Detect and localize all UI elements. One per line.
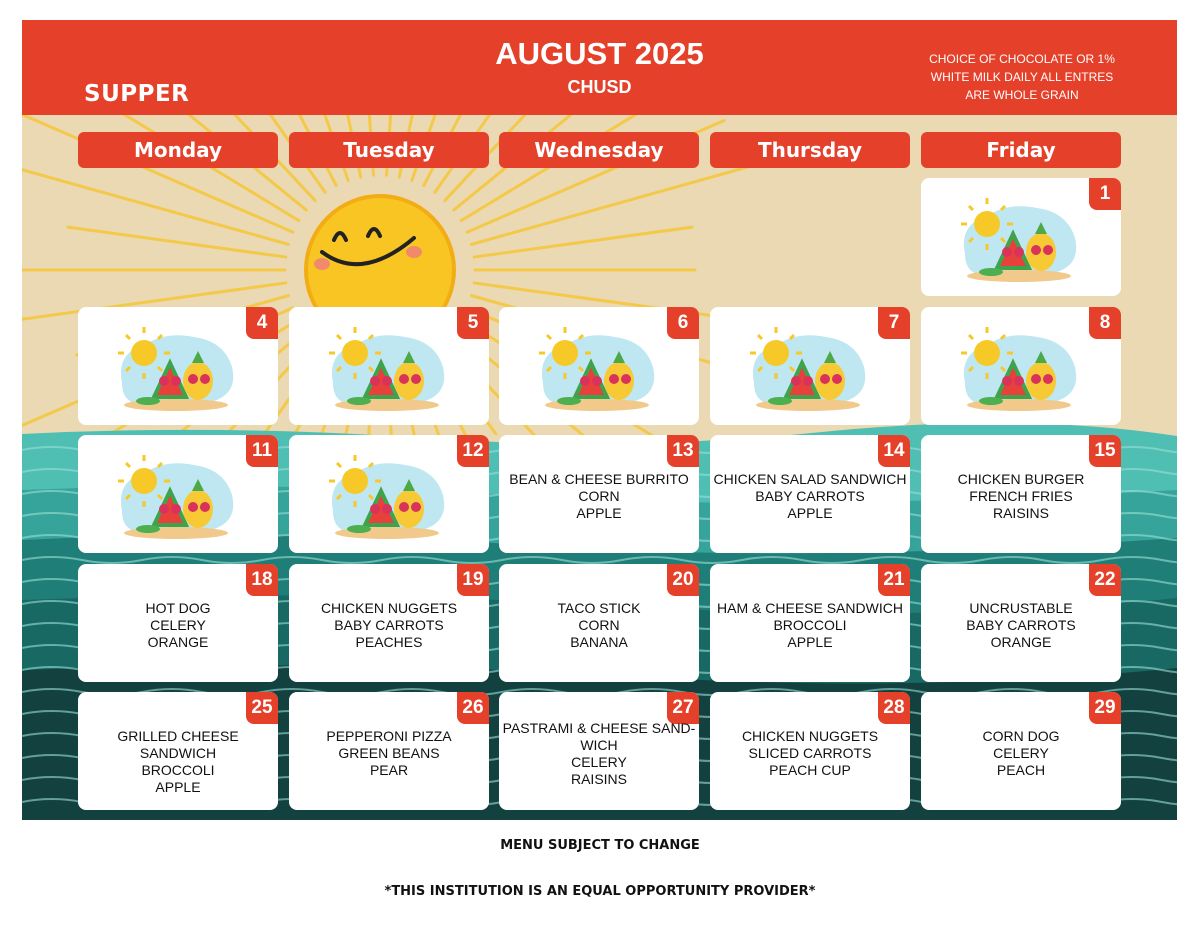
calendar-cell-26 (289, 692, 489, 810)
menu-item: CHICKEN SALAD SANDWICH (713, 471, 907, 487)
date-number: 19 (457, 564, 489, 596)
menu-item: CHICKEN NUGGETS (320, 600, 458, 616)
menu-items (499, 471, 699, 522)
menu-item: PEACH (996, 762, 1046, 778)
date-number: 13 (667, 435, 699, 467)
menu-item: CELERY (993, 745, 1049, 761)
summer-fruit-icon (957, 194, 1081, 284)
menu-item: PEACHES (355, 634, 423, 650)
menu-item: APPLE (787, 505, 833, 521)
date-number: 15 (1089, 435, 1121, 467)
menu-item: CELERY (571, 754, 627, 770)
menu-item: CORN (578, 488, 620, 504)
menu-item: GREEN BEANS (338, 745, 440, 761)
menu-item: BROCCOLI (773, 617, 847, 633)
calendar-cell-1 (921, 178, 1121, 296)
milk-note: CHOICE OF CHOCOLATE OR 1% WHITE MILK DAILY ALL ENTRES ARE WHOLE GRAIN (929, 52, 1115, 102)
menu-item: BABY CARROTS (966, 617, 1076, 633)
menu-item: BANANA (570, 634, 628, 650)
menu-items (78, 728, 278, 796)
menu-item: APPLE (155, 779, 201, 795)
menu-items (710, 728, 910, 779)
menu-items (921, 600, 1121, 651)
menu-item: PASTRAMI & CHEESE SAND- (502, 720, 696, 736)
menu-item: CELERY (150, 617, 206, 633)
calendar-cell-empty (289, 178, 489, 296)
day-header-monday: Monday (78, 132, 278, 168)
menu-item: SLICED CARROTS (748, 745, 872, 761)
menu-item: BABY CARROTS (334, 617, 444, 633)
calendar-cell-28 (710, 692, 910, 810)
summer-fruit-icon (114, 323, 238, 413)
calendar-cell-21 (710, 564, 910, 682)
day-header-tuesday: Tuesday (289, 132, 489, 168)
header-banner (22, 20, 1177, 115)
menu-item: ORANGE (990, 634, 1052, 650)
day-header-friday: Friday (921, 132, 1121, 168)
menu-item: BABY CARROTS (755, 488, 865, 504)
menu-poster (22, 20, 1177, 820)
summer-fruit-icon (325, 451, 449, 541)
date-number: 22 (1089, 564, 1121, 596)
menu-item: ORANGE (147, 634, 209, 650)
menu-item: WICH (580, 737, 618, 753)
date-number: 4 (246, 307, 278, 339)
date-number: 18 (246, 564, 278, 596)
date-number: 14 (878, 435, 910, 467)
date-number: 29 (1089, 692, 1121, 724)
menu-item: HOT DOG (145, 600, 211, 616)
district-name: CHUSD (567, 77, 632, 97)
summer-fruit-icon (114, 451, 238, 541)
calendar-cell-11 (78, 435, 278, 553)
day-header-wednesday: Wednesday (499, 132, 699, 168)
calendar-cell-4 (78, 307, 278, 425)
summer-fruit-icon (957, 323, 1081, 413)
menu-item: CORN (578, 617, 620, 633)
calendar-cell-5 (289, 307, 489, 425)
menu-items (710, 471, 910, 522)
menu-items (289, 728, 489, 779)
date-number: 20 (667, 564, 699, 596)
calendar-cell-29 (921, 692, 1121, 810)
summer-fruit-icon (535, 323, 659, 413)
menu-item: PEPPERONI PIZZA (326, 728, 452, 744)
menu-items (499, 720, 699, 788)
calendar-cell-15 (921, 435, 1121, 553)
summer-fruit-icon (746, 323, 870, 413)
calendar-cell-22 (921, 564, 1121, 682)
calendar-cell-20 (499, 564, 699, 682)
date-number: 26 (457, 692, 489, 724)
menu-item: FRENCH FRIES (969, 488, 1073, 504)
equal-opportunity-note: *THIS INSTITUTION IS AN EQUAL OPPORTUNITY PROVIDER* (384, 884, 816, 899)
menu-item: APPLE (787, 634, 833, 650)
date-number: 12 (457, 435, 489, 467)
menu-item: RAISINS (570, 771, 627, 787)
date-number: 5 (457, 307, 489, 339)
menu-change-note: MENU SUBJECT TO CHANGE (500, 838, 700, 853)
date-number: 25 (246, 692, 278, 724)
calendar-cell-14 (710, 435, 910, 553)
calendar-cell-7 (710, 307, 910, 425)
calendar-cell-8 (921, 307, 1121, 425)
calendar-cell-19 (289, 564, 489, 682)
calendar-cell-empty (78, 178, 278, 296)
date-number: 8 (1089, 307, 1121, 339)
menu-item: UNCRUSTABLE (969, 600, 1073, 616)
calendar-cell-27 (499, 692, 699, 810)
menu-items (289, 600, 489, 651)
menu-items (499, 600, 699, 651)
menu-item: GRILLED CHEESE SANDWICH (117, 728, 239, 761)
calendar-cell-25 (78, 692, 278, 810)
menu-item: APPLE (576, 505, 622, 521)
date-number: 7 (878, 307, 910, 339)
calendar-cell-13 (499, 435, 699, 553)
menu-item: HAM & CHEESE SANDWICH (717, 600, 903, 616)
meal-label: SUPPER (84, 81, 190, 107)
menu-items (78, 600, 278, 651)
calendar-cell-empty (710, 178, 910, 296)
menu-item: BEAN & CHEESE BURRITO (509, 471, 689, 487)
page-title: AUGUST 2025 (495, 36, 704, 71)
date-number: 1 (1089, 178, 1121, 210)
date-number: 11 (246, 435, 278, 467)
menu-item: CHICKEN NUGGETS (741, 728, 879, 744)
calendar-cell-12 (289, 435, 489, 553)
menu-items (710, 600, 910, 651)
date-number: 21 (878, 564, 910, 596)
menu-item: CHICKEN BURGER (957, 471, 1085, 487)
menu-item: PEAR (369, 762, 409, 778)
date-number: 27 (667, 692, 699, 724)
menu-items (921, 471, 1121, 522)
menu-item: RAISINS (992, 505, 1049, 521)
menu-items (921, 728, 1121, 779)
date-number: 28 (878, 692, 910, 724)
calendar-cell-6 (499, 307, 699, 425)
menu-item: BROCCOLI (141, 762, 215, 778)
date-number: 6 (667, 307, 699, 339)
menu-item: CORN DOG (982, 728, 1060, 744)
day-header-thursday: Thursday (710, 132, 910, 168)
menu-item: TACO STICK (557, 600, 641, 616)
calendar-cell-empty (499, 178, 699, 296)
menu-item: PEACH CUP (769, 762, 851, 778)
summer-fruit-icon (325, 323, 449, 413)
calendar-cell-18 (78, 564, 278, 682)
